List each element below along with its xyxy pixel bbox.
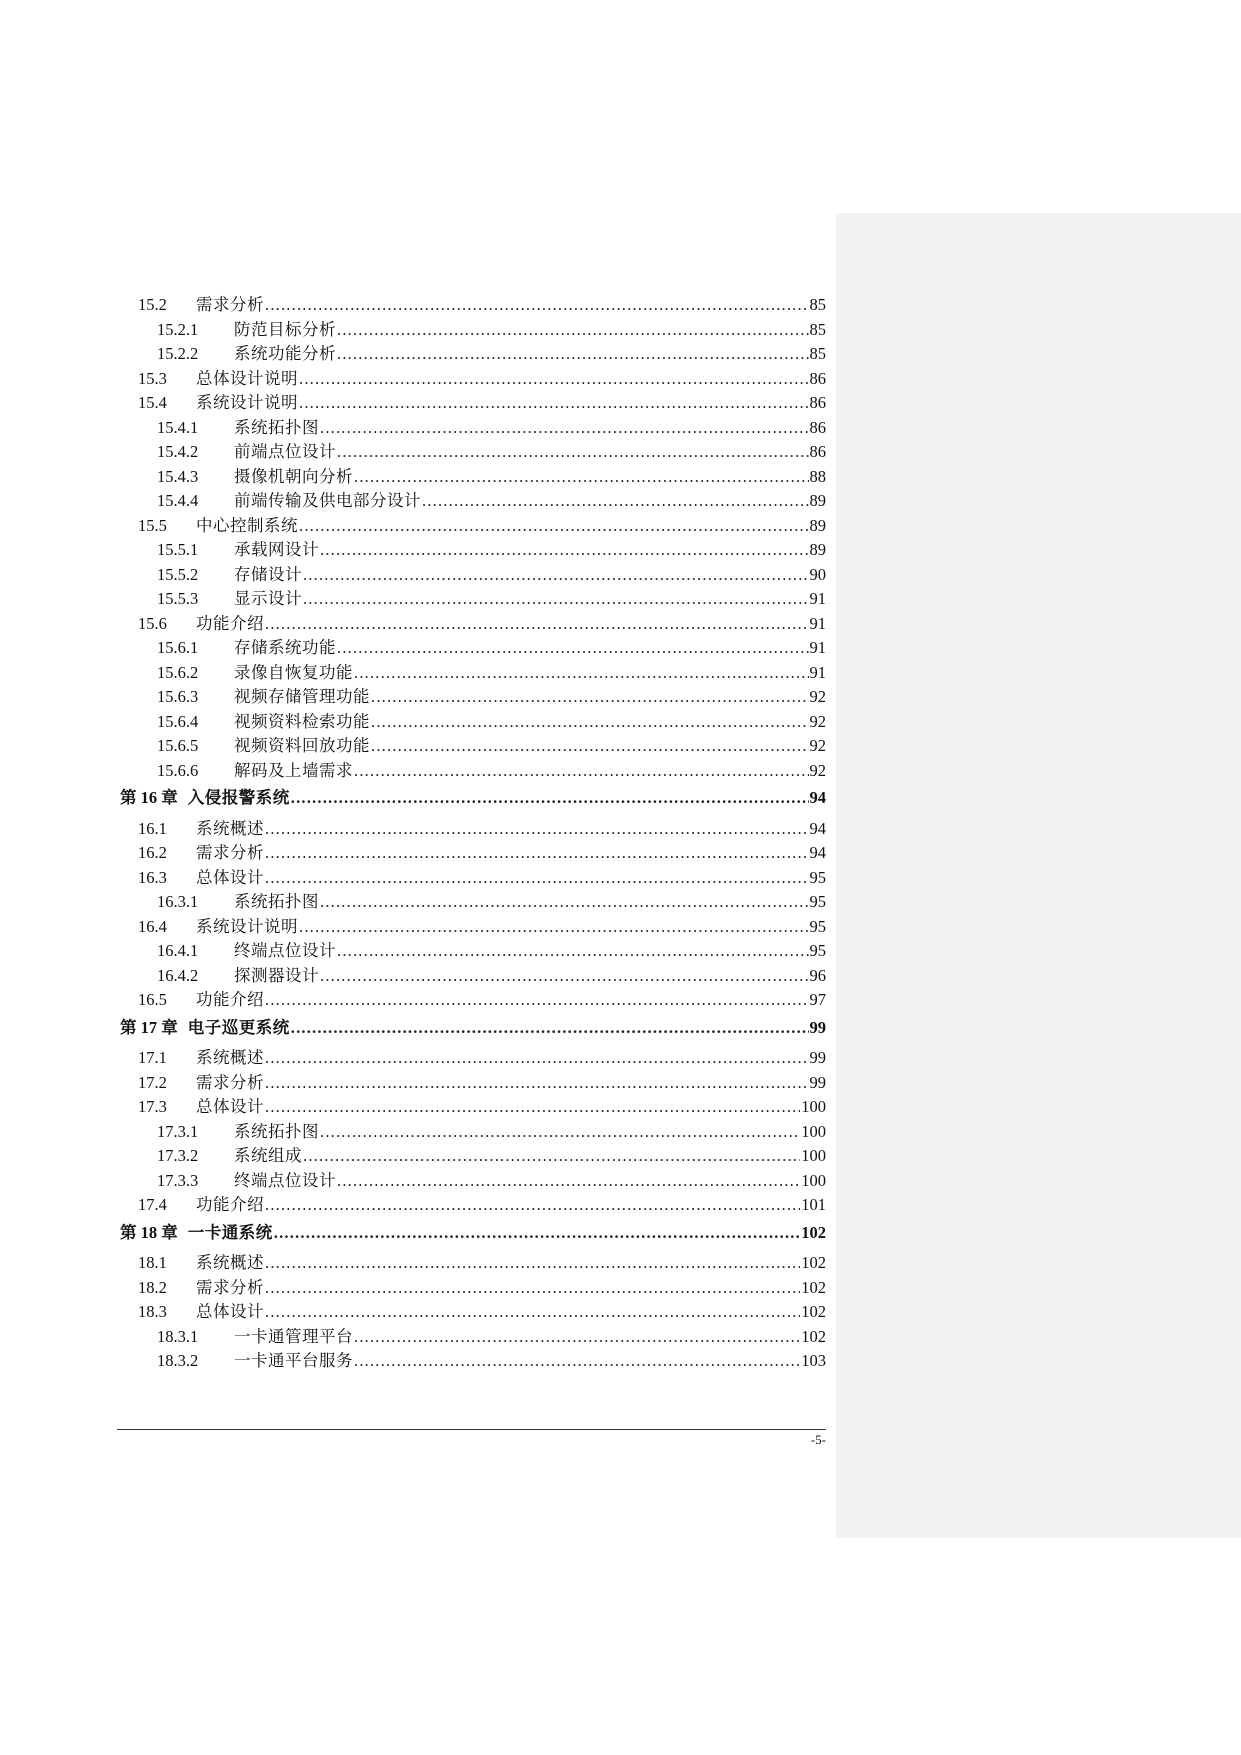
toc-entry-page: 96 [809, 965, 826, 985]
toc-entry[interactable] [120, 939, 826, 964]
toc-entry-number: 15.3 [138, 368, 167, 388]
toc-entry-title: 总体设计 [196, 1302, 264, 1321]
toc-entry-page: 86 [809, 417, 826, 437]
toc-entry-number: 16.3 [138, 867, 167, 887]
toc-dot-leader [265, 841, 809, 866]
toc-entry-title: 总体设计说明 [196, 368, 298, 388]
toc-entry-number: 15.6.4 [157, 711, 199, 731]
toc-entry-number: 16.4 [138, 916, 167, 936]
toc-entry-number: 15.6.1 [157, 638, 199, 657]
toc-dot-leader [337, 939, 809, 964]
toc-dot-leader [337, 636, 809, 661]
toc-dot-leader [265, 1300, 800, 1325]
toc-entry[interactable] [120, 1276, 826, 1301]
toc-dot-leader [354, 1349, 800, 1374]
toc-entry[interactable] [120, 817, 826, 842]
toc-entry[interactable] [120, 734, 826, 759]
toc-entry-title: 总体设计 [196, 867, 264, 887]
toc-entry-page: 85 [809, 295, 826, 314]
toc-entry-title: 终端点位设计 [234, 941, 336, 960]
toc-entry[interactable] [120, 1046, 826, 1071]
toc-dot-leader [265, 1193, 800, 1218]
toc-dot-leader [265, 612, 809, 637]
toc-entry[interactable] [120, 964, 826, 989]
toc-entry-title: 视频存储管理功能 [234, 687, 370, 706]
toc-entry-title: 入侵报警系统 [187, 788, 290, 807]
toc-entry-number: 18.2 [138, 1277, 167, 1297]
toc-entry-page: 99 [809, 1072, 826, 1092]
toc-entry-title: 一卡通系统 [187, 1222, 273, 1242]
toc-dot-leader [320, 890, 809, 915]
toc-entry[interactable] [120, 293, 826, 318]
toc-entry-page: 102 [801, 1222, 826, 1242]
toc-entry-title: 系统拓扑图 [234, 892, 319, 911]
toc-entry-page: 95 [809, 916, 826, 936]
page-number: -5- [810, 1432, 826, 1447]
toc-entry-page: 91 [809, 613, 826, 633]
toc-dot-leader [299, 367, 809, 392]
toc-entry-page: 103 [801, 1351, 826, 1370]
toc-dot-leader [265, 866, 809, 891]
toc-dot-leader [320, 1120, 800, 1145]
toc-entry-number: 15.2.1 [157, 319, 199, 339]
toc-entry-number: 15.4.4 [157, 491, 199, 510]
toc-chapter-entry[interactable] [120, 1016, 826, 1041]
toc-entry-page: 95 [809, 941, 826, 960]
toc-entry[interactable] [120, 710, 826, 735]
toc-dot-leader [299, 514, 809, 539]
toc-entry-page: 86 [809, 393, 826, 412]
toc-entry-title: 系统功能分析 [234, 344, 336, 363]
toc-dot-leader [337, 1169, 800, 1194]
toc-entry-title: 存储设计 [234, 564, 302, 584]
toc-entry-page: 99 [809, 1048, 826, 1067]
toc-entry[interactable] [120, 538, 826, 563]
toc-dot-leader [265, 817, 809, 842]
toc-entry-page: 85 [809, 344, 826, 363]
toc-entry[interactable] [120, 440, 826, 465]
toc-entry-number: 16.4.2 [157, 965, 199, 985]
toc-entry-title: 系统组成 [234, 1146, 302, 1165]
toc-entry-number: 15.6.5 [157, 736, 199, 755]
toc-entry-number: 17.2 [138, 1072, 167, 1092]
toc-entry[interactable] [120, 841, 826, 866]
toc-entry-number: 15.5.3 [157, 589, 199, 608]
toc-dot-leader [354, 759, 809, 784]
toc-dot-leader [354, 1325, 800, 1350]
toc-entry-title: 解码及上墙需求 [234, 760, 353, 780]
toc-entry-number: 18.1 [138, 1253, 167, 1272]
toc-entry-number: 15.6.3 [157, 687, 199, 706]
comment-margin-pane [836, 213, 1241, 1538]
toc-dot-leader [265, 1046, 809, 1071]
toc-entry-page: 94 [809, 788, 826, 807]
toc-entry[interactable] [120, 342, 826, 367]
toc-dot-leader [320, 964, 809, 989]
toc-entry-number: 17.3.3 [157, 1170, 199, 1190]
toc-entry-title: 视频资料检索功能 [234, 711, 370, 731]
toc-entry-title: 需求分析 [196, 295, 264, 314]
toc-entry-number: 15.2.2 [157, 344, 199, 363]
toc-entry-number: 15.2 [138, 295, 167, 314]
toc-entry[interactable] [120, 759, 826, 784]
toc-entry-page: 100 [801, 1170, 826, 1190]
toc-entry[interactable] [120, 416, 826, 441]
toc-entry[interactable] [120, 890, 826, 915]
toc-dot-leader [354, 465, 809, 490]
toc-entry-number: 17.1 [138, 1048, 167, 1067]
toc-entry-number: 16.3.1 [157, 892, 199, 911]
toc-entry-title: 系统设计说明 [196, 393, 298, 412]
toc-entry-page: 88 [809, 466, 826, 486]
toc-entry-page: 92 [809, 736, 826, 755]
toc-entry-title: 系统设计说明 [196, 916, 298, 936]
toc-entry-title: 功能介绍 [196, 613, 264, 633]
toc-entry-number: 16.5 [138, 990, 167, 1009]
toc-dot-leader [265, 1071, 809, 1096]
toc-entry-page: 102 [801, 1302, 826, 1321]
toc-entry-number: 16.2 [138, 843, 167, 862]
toc-dot-leader [337, 318, 809, 343]
toc-entry[interactable] [120, 1071, 826, 1096]
toc-entry[interactable] [120, 612, 826, 637]
toc-entry-title: 存储系统功能 [234, 638, 336, 657]
toc-entry-title: 功能介绍 [196, 990, 264, 1009]
toc-entry-title: 视频资料回放功能 [234, 736, 370, 755]
toc-entry-page: 95 [809, 892, 826, 911]
toc-dot-leader [265, 1251, 800, 1276]
toc-entry-page: 85 [809, 319, 826, 339]
toc-entry-page: 102 [801, 1326, 826, 1346]
table-of-contents [120, 293, 826, 1374]
toc-entry-number: 15.6.6 [157, 760, 199, 780]
toc-chapter-entry[interactable] [120, 786, 826, 811]
toc-entry[interactable] [120, 1120, 826, 1145]
toc-dot-leader [354, 661, 809, 686]
toc-entry-page: 91 [809, 589, 826, 608]
toc-dot-leader [265, 988, 809, 1013]
toc-entry-number: 15.5 [138, 515, 167, 535]
toc-entry-number: 第 18 章 [120, 1222, 178, 1242]
toc-entry-number: 17.3 [138, 1097, 167, 1116]
toc-entry-page: 92 [809, 760, 826, 780]
toc-dot-leader [371, 685, 809, 710]
toc-entry-title: 前端点位设计 [234, 442, 336, 461]
toc-entry-page: 86 [809, 368, 826, 388]
toc-dot-leader [337, 342, 809, 367]
toc-entry-number: 17.4 [138, 1195, 167, 1214]
toc-entry-number: 18.3 [138, 1302, 167, 1321]
toc-entry-title: 一卡通管理平台 [234, 1326, 353, 1346]
toc-entry-number: 17.3.1 [157, 1121, 199, 1141]
toc-entry[interactable] [120, 1349, 826, 1374]
toc-entry-title: 前端传输及供电部分设计 [234, 491, 421, 510]
toc-entry-page: 94 [809, 843, 826, 862]
toc-dot-leader [320, 538, 809, 563]
toc-entry-number: 17.3.2 [157, 1146, 199, 1165]
toc-entry-title: 防范目标分析 [234, 319, 336, 339]
toc-entry-title: 需求分析 [196, 1277, 264, 1297]
toc-entry[interactable] [120, 1193, 826, 1218]
toc-entry-title: 摄像机朝向分析 [234, 466, 353, 486]
toc-entry-page: 94 [809, 818, 826, 838]
toc-entry-page: 91 [809, 638, 826, 657]
toc-entry-number: 15.6.2 [157, 662, 199, 682]
toc-entry-page: 102 [801, 1253, 826, 1272]
toc-entry-title: 显示设计 [234, 589, 302, 608]
toc-entry-number: 15.6 [138, 613, 167, 633]
toc-entry[interactable] [120, 1251, 826, 1276]
toc-entry-title: 总体设计 [196, 1097, 264, 1116]
toc-entry-page: 89 [809, 540, 826, 559]
toc-entry-title: 系统拓扑图 [234, 417, 319, 437]
toc-entry-number: 15.4.3 [157, 466, 199, 486]
toc-entry-number: 18.3.1 [157, 1326, 199, 1346]
toc-entry-title: 系统概述 [196, 818, 264, 838]
toc-entry[interactable] [120, 866, 826, 891]
toc-entry-title: 录像自恢复功能 [234, 662, 353, 682]
toc-dot-leader [291, 786, 809, 811]
toc-entry-page: 99 [809, 1017, 826, 1037]
toc-entry-page: 100 [801, 1121, 826, 1141]
toc-entry-page: 91 [809, 662, 826, 682]
toc-entry-number: 16.4.1 [157, 941, 199, 960]
toc-entry-page: 86 [809, 442, 826, 461]
toc-entry[interactable] [120, 587, 826, 612]
toc-entry-title: 终端点位设计 [234, 1170, 336, 1190]
toc-entry-number: 15.5.2 [157, 564, 199, 584]
toc-entry-number: 15.4 [138, 393, 167, 412]
toc-entry-title: 需求分析 [196, 843, 264, 862]
toc-dot-leader [337, 440, 809, 465]
toc-dot-leader [371, 734, 809, 759]
toc-dot-leader [265, 1276, 800, 1301]
toc-entry[interactable] [120, 988, 826, 1013]
toc-entry[interactable] [120, 367, 826, 392]
toc-entry-page: 97 [809, 990, 826, 1009]
toc-entry-title: 中心控制系统 [196, 515, 298, 535]
toc-entry-page: 89 [809, 491, 826, 510]
toc-dot-leader [265, 293, 809, 318]
toc-entry-title: 功能介绍 [196, 1195, 264, 1214]
toc-entry-title: 探测器设计 [234, 965, 319, 985]
toc-entry-page: 102 [801, 1277, 826, 1297]
toc-entry-page: 101 [801, 1195, 826, 1214]
toc-dot-leader [320, 416, 809, 441]
toc-entry-title: 系统拓扑图 [234, 1121, 319, 1141]
toc-entry[interactable] [120, 915, 826, 940]
toc-entry[interactable] [120, 661, 826, 686]
toc-entry-number: 18.3.2 [157, 1351, 199, 1370]
toc-entry[interactable] [120, 391, 826, 416]
toc-entry[interactable] [120, 514, 826, 539]
toc-entry-title: 承载网设计 [234, 540, 319, 559]
toc-entry[interactable] [120, 685, 826, 710]
toc-dot-leader [299, 391, 809, 416]
toc-dot-leader [291, 1016, 809, 1041]
toc-entry[interactable] [120, 1095, 826, 1120]
toc-dot-leader [299, 915, 809, 940]
toc-entry[interactable] [120, 1300, 826, 1325]
toc-dot-leader [371, 710, 809, 735]
toc-entry-title: 电子巡更系统 [187, 1017, 290, 1037]
toc-entry[interactable] [120, 1169, 826, 1194]
toc-entry-page: 95 [809, 867, 826, 887]
toc-entry-page: 100 [801, 1097, 826, 1116]
toc-entry-title: 系统概述 [196, 1253, 264, 1272]
toc-entry-title: 系统概述 [196, 1048, 264, 1067]
toc-entry-number: 15.5.1 [157, 540, 199, 559]
toc-dot-leader [265, 1095, 800, 1120]
toc-entry-page: 92 [809, 687, 826, 706]
toc-dot-leader [274, 1221, 801, 1246]
toc-entry-title: 一卡通平台服务 [234, 1351, 353, 1370]
toc-entry[interactable] [120, 318, 826, 343]
toc-dot-leader [303, 563, 809, 588]
toc-entry-number: 15.4.2 [157, 442, 199, 461]
toc-dot-leader [303, 1144, 800, 1169]
toc-dot-leader [303, 587, 809, 612]
toc-entry[interactable] [120, 1144, 826, 1169]
toc-entry-number: 第 17 章 [120, 1017, 178, 1037]
footer-divider [117, 1429, 826, 1430]
toc-entry-number: 16.1 [138, 818, 167, 838]
toc-dot-leader [422, 489, 809, 514]
toc-entry[interactable] [120, 1325, 826, 1350]
toc-entry[interactable] [120, 636, 826, 661]
toc-chapter-entry[interactable] [120, 1221, 826, 1246]
toc-entry-page: 90 [809, 564, 826, 584]
toc-entry[interactable] [120, 563, 826, 588]
toc-entry[interactable] [120, 489, 826, 514]
toc-entry-number: 15.4.1 [157, 417, 199, 437]
toc-entry-page: 100 [801, 1146, 826, 1165]
toc-entry-page: 89 [809, 515, 826, 535]
toc-entry-number: 第 16 章 [120, 788, 178, 807]
toc-entry-title: 需求分析 [196, 1072, 264, 1092]
toc-entry-page: 92 [809, 711, 826, 731]
toc-entry[interactable] [120, 465, 826, 490]
